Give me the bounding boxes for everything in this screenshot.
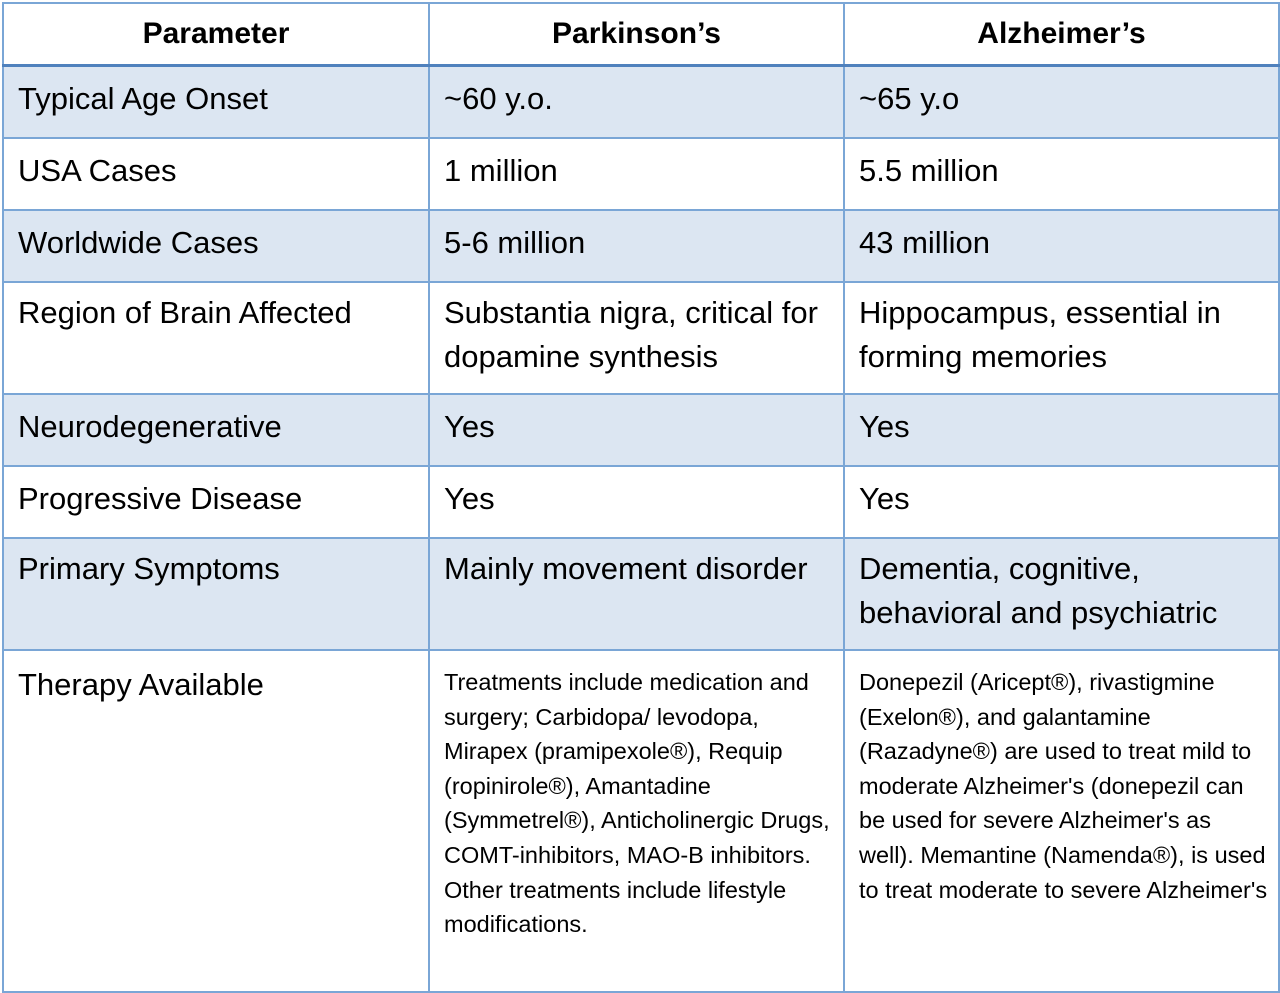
alzheimers-value: 43 million	[844, 210, 1279, 282]
alzheimers-value: Donepezil (Aricept®), rivastigmine (Exelon®), and galantamine (Razadyne®) are used to treat mild to moderate Alzheimer's (donepezil can be used for severe Alzheimer's as well). Memantine (Namenda®), is used to treat moderate to severe Alzheimer's	[844, 650, 1279, 992]
header-row	[3, 3, 1279, 66]
table-row	[3, 138, 1279, 210]
alzheimers-value: Hippocampus, essential in forming memories	[844, 282, 1279, 394]
parkinsons-value: Mainly movement disorder	[429, 538, 844, 650]
alzheimers-value: 5.5 million	[844, 138, 1279, 210]
alzheimers-value: Dementia, cognitive, behavioral and psychiatric	[844, 538, 1279, 650]
alzheimers-value: Yes	[844, 394, 1279, 466]
header-alzheimers: Alzheimer’s	[844, 3, 1279, 66]
row-label: Therapy Available	[3, 650, 429, 992]
parkinsons-value: Yes	[429, 466, 844, 538]
parkinsons-value: 5-6 million	[429, 210, 844, 282]
table-row	[3, 538, 1279, 650]
header-parameter: Parameter	[3, 3, 429, 66]
header-parkinsons: Parkinson’s	[429, 3, 844, 66]
parkinsons-value: Substantia nigra, critical for dopamine synthesis	[429, 282, 844, 394]
table-row	[3, 650, 1279, 992]
table-row	[3, 66, 1279, 139]
table-row	[3, 210, 1279, 282]
row-label: Neurodegenerative	[3, 394, 429, 466]
alzheimers-value: Yes	[844, 466, 1279, 538]
table-row	[3, 282, 1279, 394]
table-row	[3, 394, 1279, 466]
comparison-table	[2, 2, 1280, 993]
row-label: Typical Age Onset	[3, 66, 429, 139]
row-label: USA Cases	[3, 138, 429, 210]
parkinsons-value: Yes	[429, 394, 844, 466]
alzheimers-value: ~65 y.o	[844, 66, 1279, 139]
row-label: Region of Brain Affected	[3, 282, 429, 394]
row-label: Progressive Disease	[3, 466, 429, 538]
parkinsons-value: ~60 y.o.	[429, 66, 844, 139]
parkinsons-value: Treatments include medication and surgery; Carbidopa/ levodopa, Mirapex (pramipexole®), Requip (ropinirole®), Amantadine (Symmetrel®), Anticholinergic Drugs, COMT-inhibitors, MAO-B inhibitors. Other treatments include lifestyle modifications.	[429, 650, 844, 992]
table-row	[3, 466, 1279, 538]
parkinsons-value: 1 million	[429, 138, 844, 210]
row-label: Primary Symptoms	[3, 538, 429, 650]
row-label: Worldwide Cases	[3, 210, 429, 282]
